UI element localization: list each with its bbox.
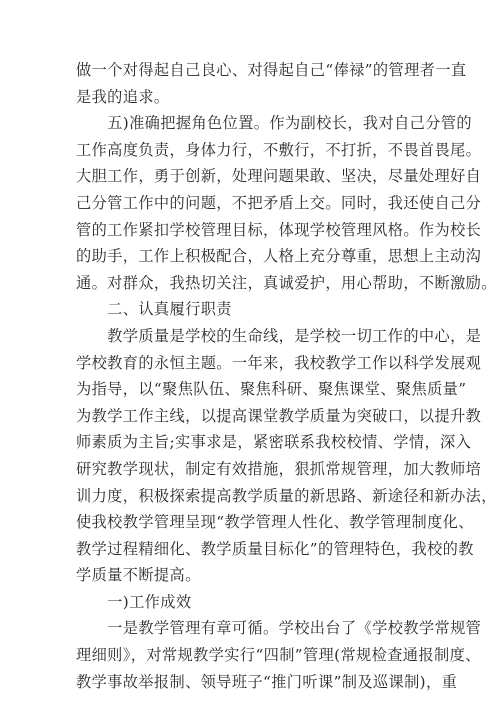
text-line: 二、认真履行职责	[76, 300, 232, 319]
text-line: 工作高度负责，身体力行，不敷行，不打折，不畏首畏尾。	[76, 140, 482, 159]
text-line: 教学质量是学校的生命线，是学校一切工作的中心，是	[76, 326, 482, 345]
text-line: 做一个对得起自己良心、对得起自己“俸禄”的管理者一直	[76, 61, 467, 79]
text-line: 学质量不断提高。	[76, 566, 201, 585]
text-line: 一)工作成效	[76, 592, 192, 611]
text-line: 通。对群众，我热切关注，真诚爱护，用心帮助，不断激励。	[76, 273, 497, 292]
text-line: 训力度，积极探索提高教学质量的新思路、新途径和新办法，	[76, 486, 497, 505]
document-page	[76, 57, 497, 695]
text-line: 理细则》，对常规教学实行“四制”管理(常规检查通报制度、	[76, 646, 481, 665]
text-line: 是我的追求。	[76, 87, 170, 106]
text-line: 大胆工作，勇于创新，处理问题果敢、坚决，尽量处理好自	[76, 167, 482, 186]
text-line: 使我校教学管理呈现“教学管理人性化、教学管理制度化、	[76, 513, 474, 532]
text-line: 教学事故举报制、领导班子“推门听课”制及巡课制)，重	[76, 672, 458, 691]
text-line: 师素质为主旨;实事求是，紧密联系我校校情、学情，深入	[76, 433, 472, 452]
text-line: 为指导，以“聚焦队伍、聚焦科研、聚焦课堂、聚焦质量”	[76, 380, 467, 399]
text-line: 教学过程精细化、教学质量目标化”的管理特色，我校的教	[76, 539, 474, 558]
text-line: 学校教育的永恒主题。一年来，我校教学工作以科学发展观	[76, 353, 482, 372]
text-line: 为教学工作主线，以提高课堂教学质量为突破口，以提升教	[76, 406, 482, 425]
text-line: 的助手，工作上积极配合，人格上充分尊重，思想上主动沟	[76, 247, 482, 266]
text-line: 管的工作紧扣学校管理目标，体现学校管理风格。作为校长	[76, 220, 482, 239]
text-line: 研究教学现状，制定有效措施，狠抓常规管理，加大教师培	[76, 459, 482, 478]
text-line: 一是教学管理有章可循。学校出台了《学校教学常规管	[76, 619, 482, 638]
text-line: 五)准确把握角色位置。作为副校长，我对自己分管的	[76, 114, 473, 133]
text-line: 己分管工作中的问题，不把矛盾上交。同时，我还使自己分	[76, 193, 482, 212]
